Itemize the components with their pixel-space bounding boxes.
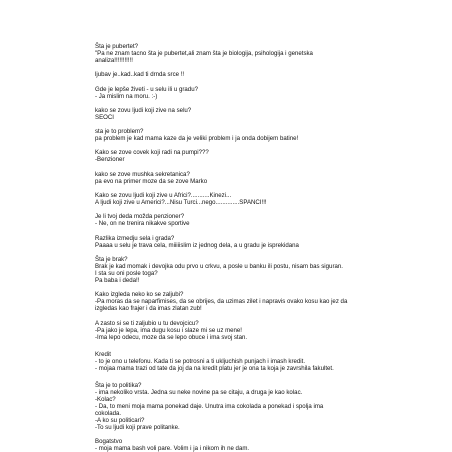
text-line: pa evo na primer moze da se zove Marko — [95, 177, 208, 185]
qa-entry — [95, 320, 422, 341]
text-line: -Ima lepo odecu, moze da se lepo obuce i ima svoj stan. — [95, 333, 248, 341]
text-line: -To su ljudi koji prave politanke. — [95, 423, 180, 431]
text-line: Kredit — [95, 350, 111, 358]
qa-entry — [95, 149, 422, 163]
text-line: cokolada. — [95, 409, 122, 417]
qa-entry — [95, 128, 422, 142]
text-line: - ima nekoliko vrsta. Jedna su neke novine pa se citaju, a druga je kao kolac. — [95, 388, 303, 396]
text-line: A zasto si se ti zaljubio u tu devojcicu? — [95, 319, 199, 327]
qa-entry — [95, 71, 422, 78]
qa-entry — [95, 438, 422, 452]
text-line: - Da, to meni moja mama ponekad daje. Unutra ima cokolada a ponekad i spolja ima — [95, 402, 324, 410]
text-line: I sta su oni posle toga? — [95, 269, 158, 277]
text-line: analiza!!!!!!!!!!! — [95, 57, 133, 64]
text-line: - moja mama bash voli pare. Volim i ja i nikom ih ne dam. — [95, 444, 250, 452]
text-line: Gde je lepše živeti - u selu ili u gradu? — [95, 85, 198, 93]
qa-entry — [95, 43, 422, 64]
text-line: - mojaa mama trazi od tate da joj da na kredit platu jer je ona ta koja je zavrshila fakultet. — [95, 364, 334, 372]
text-line: Pa baba i deda!! — [95, 276, 140, 284]
text-line: ljubav je..kad..kad ti drnda srce !! — [95, 71, 185, 79]
qa-entry — [95, 171, 422, 185]
text-line: izgledas kao frajer i da imas zlatan zub! — [95, 305, 202, 313]
qa-entry — [95, 291, 422, 312]
text-line: Je li tvoj deda možda penzioner? — [95, 213, 185, 221]
text-line: Razlika izmedju sela i grada? — [95, 234, 175, 242]
qa-entry — [95, 86, 422, 100]
text-line: kako se zove mushka sekretanica? — [95, 170, 190, 178]
text-line: Kako izgleda neko ko se zaljubi? — [95, 291, 184, 299]
text-line: -A ko su politicari? — [95, 416, 145, 424]
qa-entry — [95, 192, 422, 206]
text-line: kako se zovu ljudi koji zive na selu? — [95, 106, 192, 114]
qa-entry — [95, 213, 422, 227]
qa-entry — [95, 235, 422, 249]
text-line: A ljudi koji zive u Americi?...Nisu Turci...nego..............SPANCI!!! — [95, 199, 267, 207]
text-line: -Kolac? — [95, 395, 116, 403]
qa-entry — [95, 382, 422, 431]
text-line: - to je ono u telefonu. Kada ti se potrosni a ti ukljuchish punjach i imash kredit. — [95, 357, 306, 365]
qa-entry — [95, 351, 422, 372]
text-line: Šta je to politika? — [95, 381, 142, 389]
text-line: Šta je brak? — [95, 255, 128, 263]
text-line: -Pa moras da se naparfimises, da se obrijes, da uzimas zilet i napravis ovako kosu kao jez da — [95, 298, 348, 306]
text-line: "Pa ne znam tacno šta je pubertet,ali znam šta je biologija, psihologija i genetska — [95, 50, 313, 57]
qa-entry — [95, 107, 422, 121]
text-line: Kako se zove covek koji radi na pumpi??? — [95, 149, 209, 157]
text-line: sta je to problem? — [95, 128, 144, 136]
qa-entry — [95, 256, 422, 284]
text-line: Paaaa u selu je trava cela, miiiiislim iz jednog dela, a u gradu je isprekidana — [95, 241, 299, 249]
text-line: -Benzioner — [95, 156, 125, 164]
text-line: Šta je pubertet? — [95, 43, 139, 50]
text-line: - Ne, on ne trenira nikakve sportive — [95, 220, 190, 228]
text-line: Brak je kad momak i devojka odu prvo u crkvu, a posle u banku ili postu, nisam bas siguran. — [95, 262, 343, 270]
text-line: pa problem je kad mama kaze da je veliki problem i ja onda dobijem batine! — [95, 135, 299, 143]
text-line: -Pa jako je lepa, ima dugu kosu i slaze mi se uz mene! — [95, 326, 242, 334]
text-line: Bogatstvo — [95, 437, 123, 445]
text-line: - Ja mislim na moru. :-) — [95, 92, 158, 100]
text-line: SEOCI — [95, 113, 114, 121]
text-line: Kako se zovu ljudi koji zive u Africi?...........Kinezi... — [95, 192, 232, 200]
